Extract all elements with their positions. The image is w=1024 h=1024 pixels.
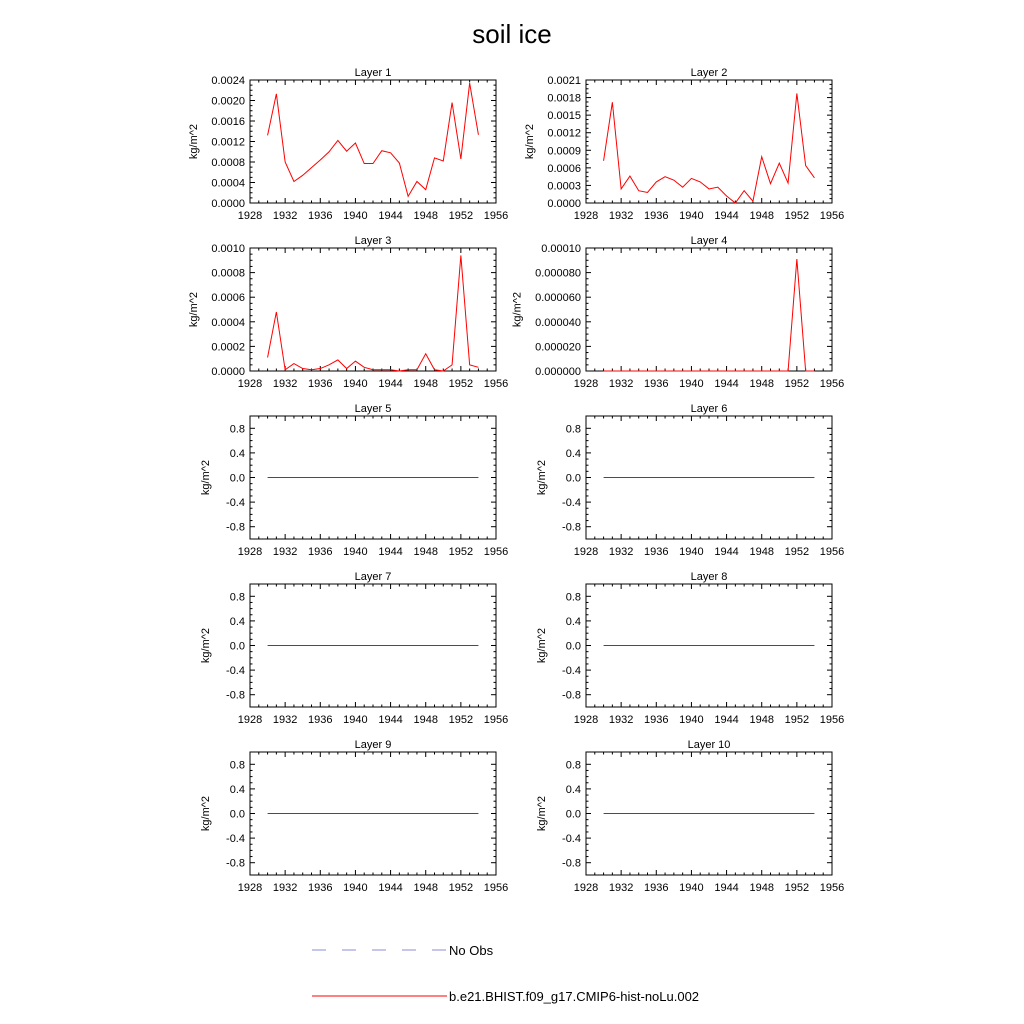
y-tick-label: -0.4 <box>562 833 581 846</box>
x-tick-label: 1928 <box>237 546 263 558</box>
legend <box>312 943 699 1004</box>
y-tick-label: 0.0012 <box>211 136 245 149</box>
x-tick-label: 1928 <box>573 546 599 558</box>
x-tick-label: 1928 <box>237 378 263 390</box>
x-tick-label: 1932 <box>272 714 298 726</box>
y-tick-label: 0.0009 <box>547 145 581 158</box>
y-axis-label: kg/m^2 <box>200 795 213 832</box>
panel-title: Layer 5 <box>354 403 392 415</box>
panel-title: Layer 3 <box>354 235 392 247</box>
y-tick-label: -0.8 <box>226 521 245 534</box>
y-tick-label: 0.0010 <box>211 243 245 255</box>
x-tick-label: 1956 <box>819 882 845 894</box>
x-tick-label: 1928 <box>237 210 263 222</box>
y-tick-label: 0.0000 <box>211 366 245 378</box>
series-line-1 <box>604 259 815 371</box>
y-axis-label: kg/m^2 <box>187 291 200 328</box>
x-tick-label: 1928 <box>573 378 599 390</box>
x-tick-label: 1940 <box>343 210 368 222</box>
x-tick-label: 1932 <box>608 546 634 558</box>
x-tick-label: 1936 <box>644 714 669 726</box>
x-tick-label: 1932 <box>608 882 634 894</box>
panel-title: Layer 7 <box>354 571 392 583</box>
y-tick-label: 0.4 <box>229 447 245 460</box>
x-tick-label: 1928 <box>573 210 599 222</box>
x-tick-label: 1940 <box>679 378 704 390</box>
x-tick-label: 1928 <box>573 882 599 894</box>
x-tick-label: 1948 <box>749 546 774 558</box>
x-tick-label: 1944 <box>378 378 403 390</box>
y-axis-label: kg/m^2 <box>536 795 549 832</box>
x-tick-label: 1952 <box>784 546 810 558</box>
y-tick-label: 0.0015 <box>547 110 581 123</box>
y-tick-label: 0.0020 <box>211 95 245 108</box>
panel-title: Layer 2 <box>690 67 728 79</box>
y-tick-label: 0.00010 <box>541 243 581 255</box>
y-tick-label: 0.8 <box>229 423 245 436</box>
y-axis-label: kg/m^2 <box>187 123 200 160</box>
y-tick-label: 0.0018 <box>547 92 581 105</box>
panel-title: Layer 10 <box>687 739 731 751</box>
y-tick-label: 0.0 <box>229 640 245 653</box>
x-tick-label: 1952 <box>784 882 810 894</box>
x-tick-label: 1948 <box>413 546 438 558</box>
y-tick-label: 0.0021 <box>547 75 581 87</box>
y-tick-label: 0.0008 <box>211 157 245 169</box>
legend-obs-label: No Obs <box>449 943 494 958</box>
y-tick-label: -0.4 <box>562 665 581 678</box>
y-tick-label: 0.4 <box>229 615 245 628</box>
x-tick-label: 1952 <box>784 714 810 726</box>
y-tick-label: -0.8 <box>226 689 245 702</box>
plot-frame <box>250 248 496 371</box>
y-tick-label: 0.0004 <box>211 177 245 190</box>
x-tick-label: 1956 <box>819 714 845 726</box>
y-tick-label: 0.8 <box>565 423 581 436</box>
plot-frame <box>586 248 832 371</box>
panels <box>188 67 844 894</box>
x-tick-label: 1944 <box>378 714 403 726</box>
panel-4 <box>511 235 844 390</box>
y-axis-label: kg/m^2 <box>511 291 524 328</box>
series-line-1 <box>604 93 815 203</box>
plot-frame <box>586 80 832 203</box>
x-tick-label: 1940 <box>343 882 368 894</box>
panel-title: Layer 9 <box>354 739 392 751</box>
x-tick-label: 1936 <box>308 882 333 894</box>
x-tick-label: 1932 <box>608 378 634 390</box>
y-axis-label: kg/m^2 <box>200 459 213 496</box>
y-tick-label: 0.0004 <box>211 316 245 329</box>
y-axis-label: kg/m^2 <box>536 627 549 664</box>
y-tick-label: 0.0000 <box>211 198 245 210</box>
x-tick-label: 1940 <box>343 378 368 390</box>
x-tick-label: 1928 <box>573 714 599 726</box>
plot-frame <box>250 80 496 203</box>
x-tick-label: 1956 <box>483 882 509 894</box>
x-tick-label: 1932 <box>608 210 634 222</box>
y-tick-label: 0.8 <box>229 759 245 772</box>
x-tick-label: 1952 <box>448 714 474 726</box>
panel-title: Layer 8 <box>690 571 728 583</box>
y-tick-label: 0.0 <box>229 808 245 821</box>
y-tick-label: -0.4 <box>226 497 245 510</box>
panel-5 <box>200 403 508 558</box>
panel-7 <box>200 571 508 726</box>
panel-title: Layer 6 <box>690 403 728 415</box>
panel-10 <box>536 739 844 894</box>
panel-title: Layer 1 <box>354 67 392 79</box>
panel-title: Layer 4 <box>690 235 728 247</box>
series-line-1 <box>268 255 479 371</box>
y-tick-label: 0.0006 <box>547 162 581 175</box>
x-tick-label: 1936 <box>308 210 333 222</box>
y-tick-label: 0.0 <box>229 472 245 485</box>
x-tick-label: 1936 <box>644 546 669 558</box>
series-line-1 <box>268 83 479 196</box>
x-tick-label: 1936 <box>308 378 333 390</box>
panel-1 <box>188 67 508 222</box>
x-tick-label: 1944 <box>714 546 739 558</box>
x-tick-label: 1936 <box>644 378 669 390</box>
y-axis-label: kg/m^2 <box>523 123 536 160</box>
x-tick-label: 1956 <box>819 378 845 390</box>
y-tick-label: 0.4 <box>565 615 581 628</box>
y-tick-label: 0.4 <box>565 447 581 460</box>
x-tick-label: 1948 <box>413 882 438 894</box>
x-tick-label: 1956 <box>819 210 845 222</box>
y-tick-label: -0.8 <box>562 521 581 534</box>
x-tick-label: 1956 <box>483 714 509 726</box>
y-axis-label: kg/m^2 <box>536 459 549 496</box>
x-tick-label: 1928 <box>237 882 263 894</box>
panel-2 <box>524 67 844 222</box>
x-tick-label: 1936 <box>644 882 669 894</box>
panel-6 <box>536 403 844 558</box>
x-tick-label: 1932 <box>272 378 298 390</box>
x-tick-label: 1932 <box>608 714 634 726</box>
x-tick-label: 1952 <box>784 210 810 222</box>
x-tick-label: 1928 <box>237 714 263 726</box>
x-tick-label: 1940 <box>343 546 368 558</box>
y-tick-label: 0.000040 <box>535 316 581 329</box>
y-tick-label: 0.0000 <box>547 198 581 210</box>
x-tick-label: 1948 <box>749 882 774 894</box>
y-tick-label: 0.000080 <box>535 267 581 280</box>
y-tick-label: 0.000060 <box>535 292 581 305</box>
panel-8 <box>536 571 844 726</box>
x-tick-label: 1932 <box>272 882 298 894</box>
x-tick-label: 1948 <box>413 378 438 390</box>
y-tick-label: 0.8 <box>229 591 245 604</box>
y-tick-label: 0.8 <box>565 591 581 604</box>
y-tick-label: 0.0024 <box>211 75 245 87</box>
y-tick-label: -0.8 <box>562 857 581 870</box>
x-tick-label: 1944 <box>714 714 739 726</box>
y-tick-label: -0.4 <box>226 665 245 678</box>
x-tick-label: 1936 <box>308 714 333 726</box>
x-tick-label: 1956 <box>483 546 509 558</box>
y-tick-label: 0.0012 <box>547 127 581 140</box>
y-tick-label: -0.4 <box>562 497 581 510</box>
x-tick-label: 1952 <box>448 378 474 390</box>
y-axis-label: kg/m^2 <box>200 627 213 664</box>
y-tick-label: -0.8 <box>226 857 245 870</box>
x-tick-label: 1940 <box>679 210 704 222</box>
x-tick-label: 1948 <box>749 714 774 726</box>
y-tick-label: -0.4 <box>226 833 245 846</box>
x-tick-label: 1936 <box>308 546 333 558</box>
x-tick-label: 1940 <box>679 546 704 558</box>
y-tick-label: 0.8 <box>565 759 581 772</box>
x-tick-label: 1948 <box>413 714 438 726</box>
y-tick-label: 0.0006 <box>211 292 245 305</box>
x-tick-label: 1936 <box>644 210 669 222</box>
y-tick-label: 0.0 <box>565 808 581 821</box>
figure-title: soil ice <box>472 19 552 49</box>
x-tick-label: 1944 <box>714 378 739 390</box>
panel-3 <box>188 235 508 390</box>
x-tick-label: 1944 <box>378 546 403 558</box>
x-tick-label: 1952 <box>448 210 474 222</box>
x-tick-label: 1944 <box>378 210 403 222</box>
y-tick-label: 0.0 <box>565 640 581 653</box>
y-tick-label: 0.000020 <box>535 341 581 354</box>
x-tick-label: 1932 <box>272 546 298 558</box>
x-tick-label: 1948 <box>749 210 774 222</box>
x-tick-label: 1956 <box>483 378 509 390</box>
x-tick-label: 1932 <box>272 210 298 222</box>
x-tick-label: 1956 <box>483 210 509 222</box>
x-tick-label: 1940 <box>679 882 704 894</box>
y-tick-label: 0.0008 <box>211 267 245 280</box>
x-tick-label: 1940 <box>679 714 704 726</box>
y-tick-label: 0.4 <box>229 783 245 796</box>
y-tick-label: 0.4 <box>565 783 581 796</box>
x-tick-label: 1952 <box>784 378 810 390</box>
x-tick-label: 1956 <box>819 546 845 558</box>
x-tick-label: 1952 <box>448 882 474 894</box>
x-tick-label: 1940 <box>343 714 368 726</box>
y-tick-label: 0.0003 <box>547 180 581 193</box>
panel-9 <box>200 739 508 894</box>
y-tick-label: -0.8 <box>562 689 581 702</box>
x-tick-label: 1944 <box>714 882 739 894</box>
x-tick-label: 1944 <box>714 210 739 222</box>
x-tick-label: 1948 <box>413 210 438 222</box>
y-tick-label: 0.0 <box>565 472 581 485</box>
y-tick-label: 0.0002 <box>211 341 245 354</box>
legend-model-label: b.e21.BHIST.f09_g17.CMIP6-hist-noLu.002 <box>449 989 700 1004</box>
x-tick-label: 1948 <box>749 378 774 390</box>
x-tick-label: 1944 <box>378 882 403 894</box>
x-tick-label: 1952 <box>448 546 474 558</box>
y-tick-label: 0.0016 <box>211 116 245 128</box>
y-tick-label: 0.000000 <box>535 366 581 378</box>
